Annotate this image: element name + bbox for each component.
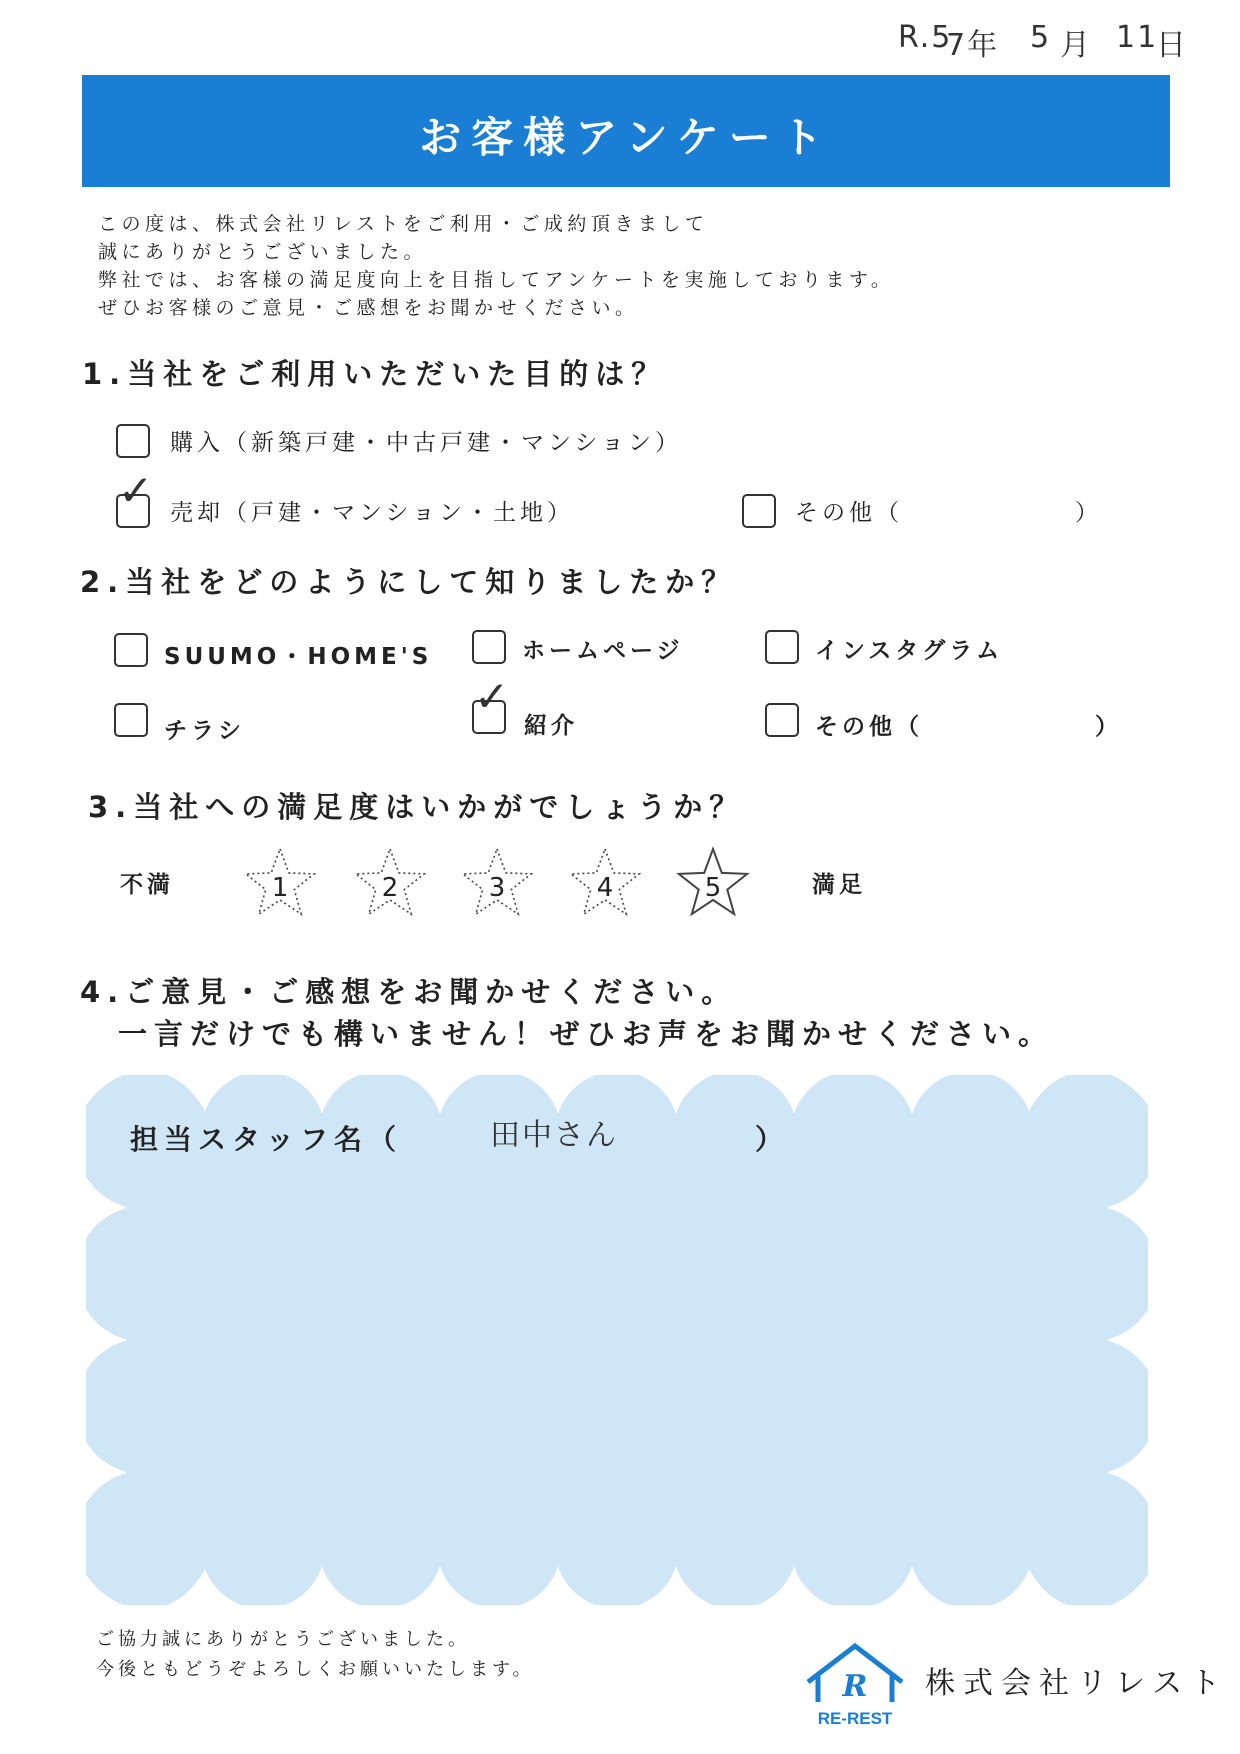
rating-star-number: 4 bbox=[596, 873, 614, 903]
staff-name-close: ） bbox=[755, 1123, 784, 1156]
q1-label-sale: 売却（戸建・マンション・土地） bbox=[170, 500, 574, 526]
logo-wordmark: RE-REST bbox=[817, 1709, 893, 1728]
q2-checkbox-flyer[interactable] bbox=[114, 703, 148, 737]
intro-line: 弊社では、お客様の満足度向上を目指してアンケートを実施しております。 bbox=[98, 269, 895, 291]
date-era-year: R.5 bbox=[898, 20, 953, 55]
rating-star-number: 1 bbox=[271, 873, 289, 903]
date-day-value: 11 bbox=[1116, 20, 1159, 55]
q1-label-purchase: 購入（新築戸建・中古戸建・マンション） bbox=[170, 430, 682, 456]
rating-star-number: 5 bbox=[704, 873, 722, 903]
rating-star-5[interactable] bbox=[673, 843, 753, 921]
footer-thanks-line: 今後ともどうぞよろしくお願いいたします。 bbox=[96, 1659, 535, 1680]
question-1: 1.当社をご利用いただいた目的は？ bbox=[82, 357, 668, 391]
company-name: 株式会社リレスト bbox=[925, 1666, 1229, 1701]
svg-text:R: R bbox=[842, 1669, 868, 1704]
rating-star-number: 3 bbox=[488, 873, 506, 903]
staff-name-value: 田中さん bbox=[490, 1118, 618, 1153]
q2-label-flyer: チラシ bbox=[164, 718, 245, 744]
question-3: 3.当社への満足度はいかがでしょうか？ bbox=[88, 790, 746, 824]
date-year-suffix: 7年 bbox=[946, 28, 1000, 63]
question-4-line-1: 4.ご意見・ご感想をお聞かせください。 bbox=[80, 975, 738, 1009]
q1-other-close: ） bbox=[1075, 500, 1102, 526]
intro-line: この度は、株式会社リレストをご利用・ご成約頂きまして bbox=[98, 213, 709, 235]
q2-label-other: その他（ bbox=[815, 714, 923, 740]
date-day-suffix: 日 bbox=[1156, 28, 1188, 63]
intro-text bbox=[98, 210, 1058, 322]
checkmark-icon: ✓ bbox=[118, 466, 154, 515]
date-field bbox=[880, 20, 1200, 70]
rating-star-4[interactable] bbox=[565, 843, 645, 921]
rating-star-1[interactable] bbox=[240, 843, 320, 921]
q2-label-referral: 紹介 bbox=[524, 713, 578, 739]
footer-thanks bbox=[96, 1625, 535, 1685]
rating-high-label: 満足 bbox=[812, 872, 866, 898]
q2-checkbox-suumo[interactable] bbox=[114, 633, 148, 667]
rating-low-label: 不満 bbox=[120, 872, 174, 898]
footer-thanks-line: ご協力誠にありがとうございました。 bbox=[96, 1629, 470, 1650]
q2-label-suumo: SUUMO・HOME'S bbox=[164, 644, 433, 670]
title-banner bbox=[82, 75, 1170, 187]
intro-line: 誠にありがとうございました。 bbox=[98, 241, 428, 263]
q1-label-other: その他（ bbox=[795, 500, 903, 526]
q2-other-close: ） bbox=[1095, 714, 1122, 740]
question-4-line-2: 一言だけでも構いません！ぜひお声をお聞かせください。 bbox=[118, 1017, 1055, 1051]
company-logo bbox=[800, 1640, 910, 1730]
q2-checkbox-homepage[interactable] bbox=[472, 630, 506, 664]
rating-star-number: 2 bbox=[381, 873, 399, 903]
date-month-value: 5 bbox=[1030, 20, 1052, 55]
q1-checkbox-other[interactable] bbox=[742, 494, 776, 528]
date-month-suffix: 月 bbox=[1060, 28, 1092, 63]
checkmark-icon: ✓ bbox=[474, 672, 510, 721]
q1-checkbox-purchase[interactable] bbox=[116, 424, 150, 458]
staff-name-label: 担当スタッフ名（ bbox=[130, 1123, 403, 1156]
question-2: 2.当社をどのようにして知りましたか？ bbox=[80, 565, 738, 599]
q2-checkbox-other[interactable] bbox=[765, 703, 799, 737]
page-title: お客様アンケート bbox=[419, 113, 833, 162]
q2-label-homepage: ホームページ bbox=[522, 638, 684, 664]
q2-label-instagram: インスタグラム bbox=[815, 638, 1004, 664]
q2-checkbox-instagram[interactable] bbox=[765, 630, 799, 664]
rating-star-3[interactable] bbox=[457, 843, 537, 921]
intro-line: ぜひお客様のご意見・ご感想をお聞かせください。 bbox=[98, 297, 639, 319]
rating-star-2[interactable] bbox=[350, 843, 430, 921]
